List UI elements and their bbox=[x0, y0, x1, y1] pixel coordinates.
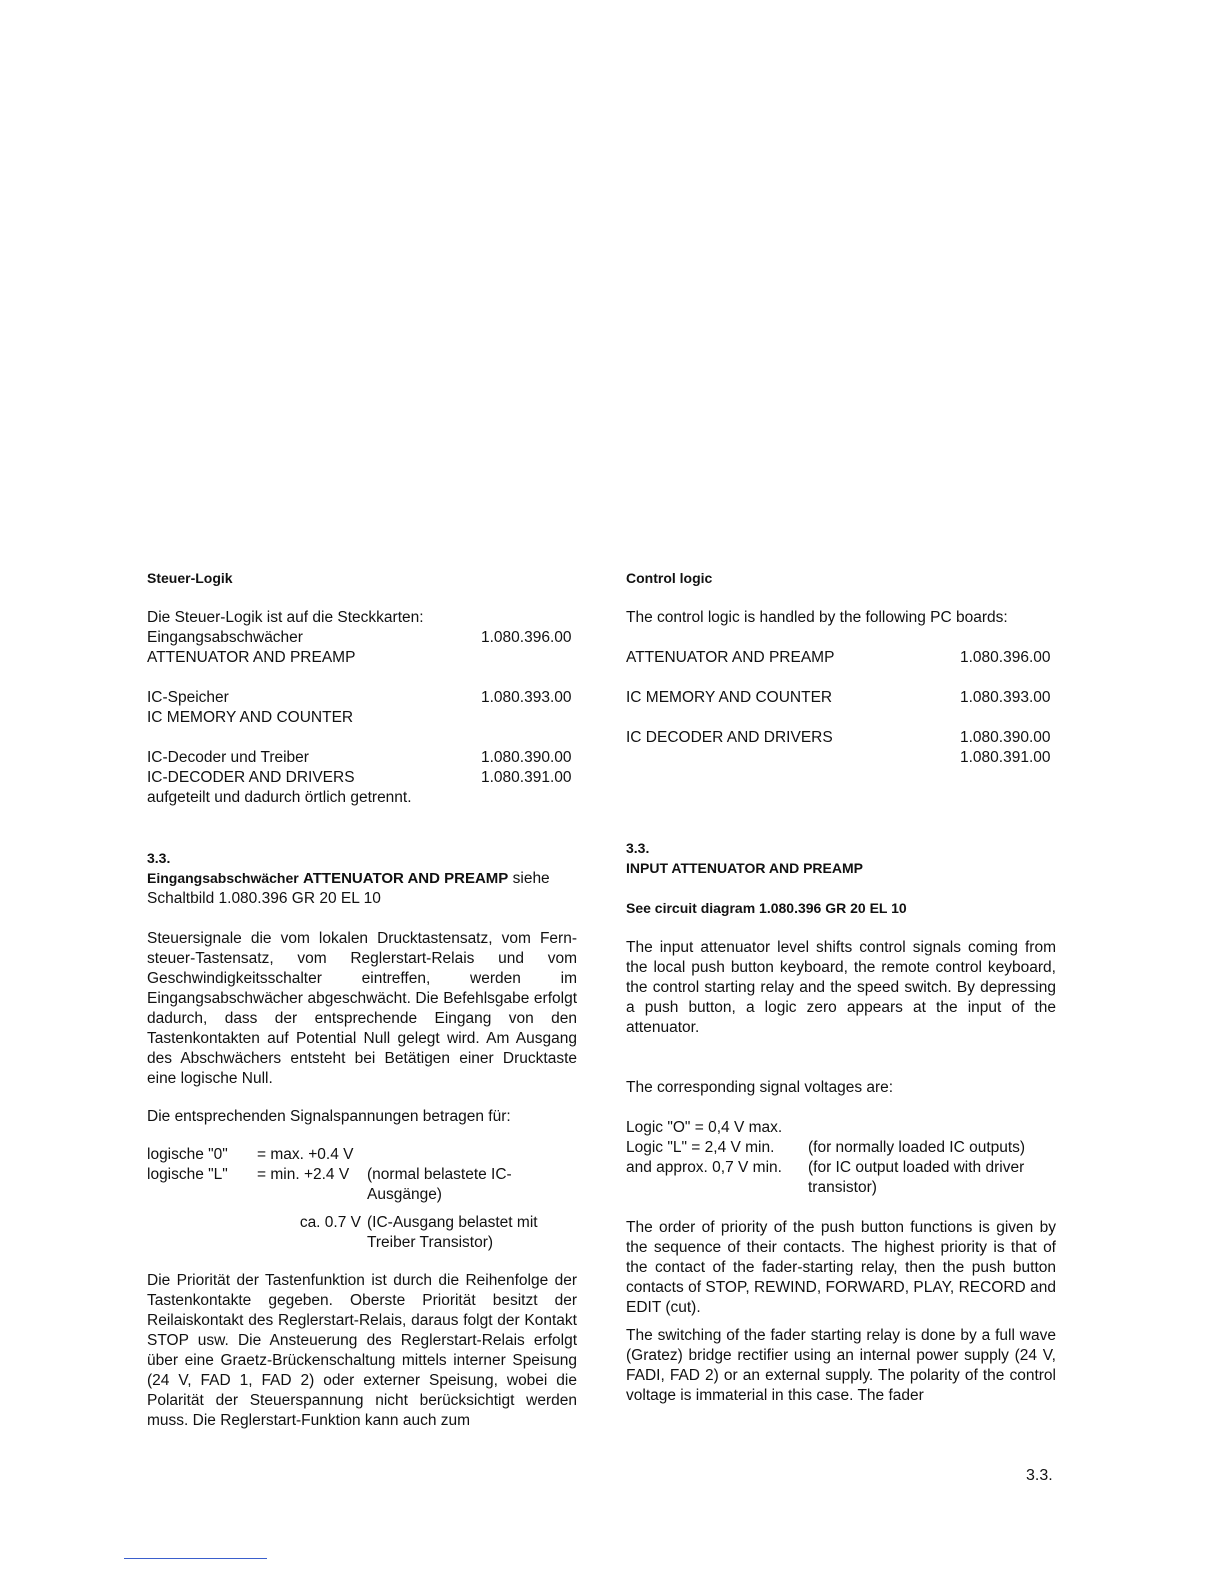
paragraph-1: The input attenuator level shifts control signals coming from the local push button keyboard, the remote control keyboard, the control starting relay and the speed switch. By depressing a push button, a logic zero appears at the input of the attenuator. bbox=[626, 939, 1056, 1036]
signal-intro: The corresponding signal voltages are: bbox=[626, 1079, 894, 1096]
footer-rule bbox=[124, 1558, 267, 1559]
left-column bbox=[147, 568, 577, 1431]
board-label: Eingangsabschwächer bbox=[147, 629, 303, 646]
section-title: Eingangsabschwächer ATTENUATOR AND PREAMP siehe bbox=[147, 870, 550, 887]
board-label-en: ATTENUATOR AND PREAMP bbox=[147, 649, 356, 666]
left-outro: aufgeteilt und dadurch örtlich getrennt. bbox=[147, 789, 412, 806]
section-title: INPUT ATTENUATOR AND PREAMP bbox=[626, 860, 863, 876]
board-label: IC-Decoder und Treiber bbox=[147, 749, 309, 766]
right-board-2: IC MEMORY AND COUNTER 1.080.393.00 bbox=[626, 689, 1051, 706]
board-label: IC-Speicher bbox=[147, 689, 229, 706]
board-label-en: IC-DECODER AND DRIVERS bbox=[147, 769, 355, 786]
paragraph-2: Die Priorität der Tastenfunktion ist durch die Reihenfolge der Tastenkontakte gegeben. Oberste Priorität besitzt der Reilaiskontakt des Reglerstart-Relais, daraus folgt der Kontakt STOP usw. Die Ansteuerung des Reglerstart-Relais erfolgt über eine Graetz-Brückenschaltung mittels interner Speisung (24 V, FAD 1, FAD 2) oder externer Speisung, wobei die Polarität der Steuerspannung nicht berücksichtigt werden muss. Die Reglerstart-Funktion kann auch zum bbox=[147, 1272, 577, 1429]
left-board-1 bbox=[147, 628, 577, 668]
board-code-2: 1.080.391.00 bbox=[481, 769, 572, 786]
section-number: 3.3. bbox=[626, 840, 650, 856]
section-subtitle: See circuit diagram 1.080.396 GR 20 EL 10 bbox=[626, 900, 907, 916]
right-column bbox=[626, 568, 1056, 1406]
right-heading: Control logic bbox=[626, 570, 713, 586]
right-intro: The control logic is handled by the following PC boards: bbox=[626, 609, 1008, 626]
section-subtitle: Schaltbild 1.080.396 GR 20 EL 10 bbox=[147, 890, 381, 907]
board-code: 1.080.396.00 bbox=[481, 629, 572, 646]
signal-table: logische "0" = max. +0.4 V logische "L" = min. +2.4 V (normal belastete IC-Ausgänge) ca. 0.7 V (IC-Ausgang belastet mit Treiber Transistor) bbox=[147, 1146, 538, 1251]
right-board-1: ATTENUATOR AND PREAMP 1.080.396.00 bbox=[626, 649, 1051, 666]
left-heading: Steuer-Logik bbox=[147, 570, 233, 586]
left-intro: Die Steuer-Logik ist auf die Steckkarten: bbox=[147, 609, 424, 626]
section-number: 3.3. bbox=[147, 850, 171, 866]
right-board-3: IC DECODER AND DRIVERS 1.080.390.00 1.080.391.00 bbox=[626, 729, 1051, 766]
board-label-en: IC MEMORY AND COUNTER bbox=[147, 709, 354, 726]
left-board-3 bbox=[147, 748, 577, 788]
board-code: 1.080.393.00 bbox=[481, 689, 572, 706]
page-number: 3.3. bbox=[1026, 1467, 1053, 1484]
left-board-2 bbox=[147, 688, 577, 728]
paragraph-1: Steuersignale die vom lokalen Drucktastensatz, vom Fern-steuer-Tastensatz, vom Reglerstart-Relais und vom Geschwindigkeitsschalter eintreffen, werden im Eingangsabschwächer abgeschwächt. Die Befehlsgabe erfolgt dadurch, dass der entsprechende Eingang von den Tastenkontakten auf Potential Null gelegt wird. Am Ausgang des Abschwächers entsteht bei Betätigen einer Drucktaste eine logische Null. bbox=[147, 930, 577, 1087]
signal-table: Logic "O" = 0,4 V max. Logic "L" = 2,4 V min. (for normally loaded IC outputs) and approx. 0,7 V min. (for IC output loaded with driver transistor) bbox=[626, 1119, 1026, 1196]
signal-intro: Die entsprechenden Signalspannungen betragen für: bbox=[147, 1108, 511, 1125]
paragraph-3: The switching of the fader starting relay is done by a full wave (Gratez) bridge rectifier using an internal power supply (24 V, FADI, FAD 2) or an external supply. The polarity of the control voltage is immaterial in this case. The fader bbox=[626, 1327, 1056, 1404]
paragraph-2: The order of priority of the push button functions is given by the sequence of their contacts. The highest priority is that of the contact of the fader-starting relay, then the push button contacts of STOP, REWIND, FORWARD, PLAY, RECORD and EDIT (cut). bbox=[626, 1219, 1056, 1316]
board-code: 1.080.390.00 bbox=[481, 749, 572, 766]
